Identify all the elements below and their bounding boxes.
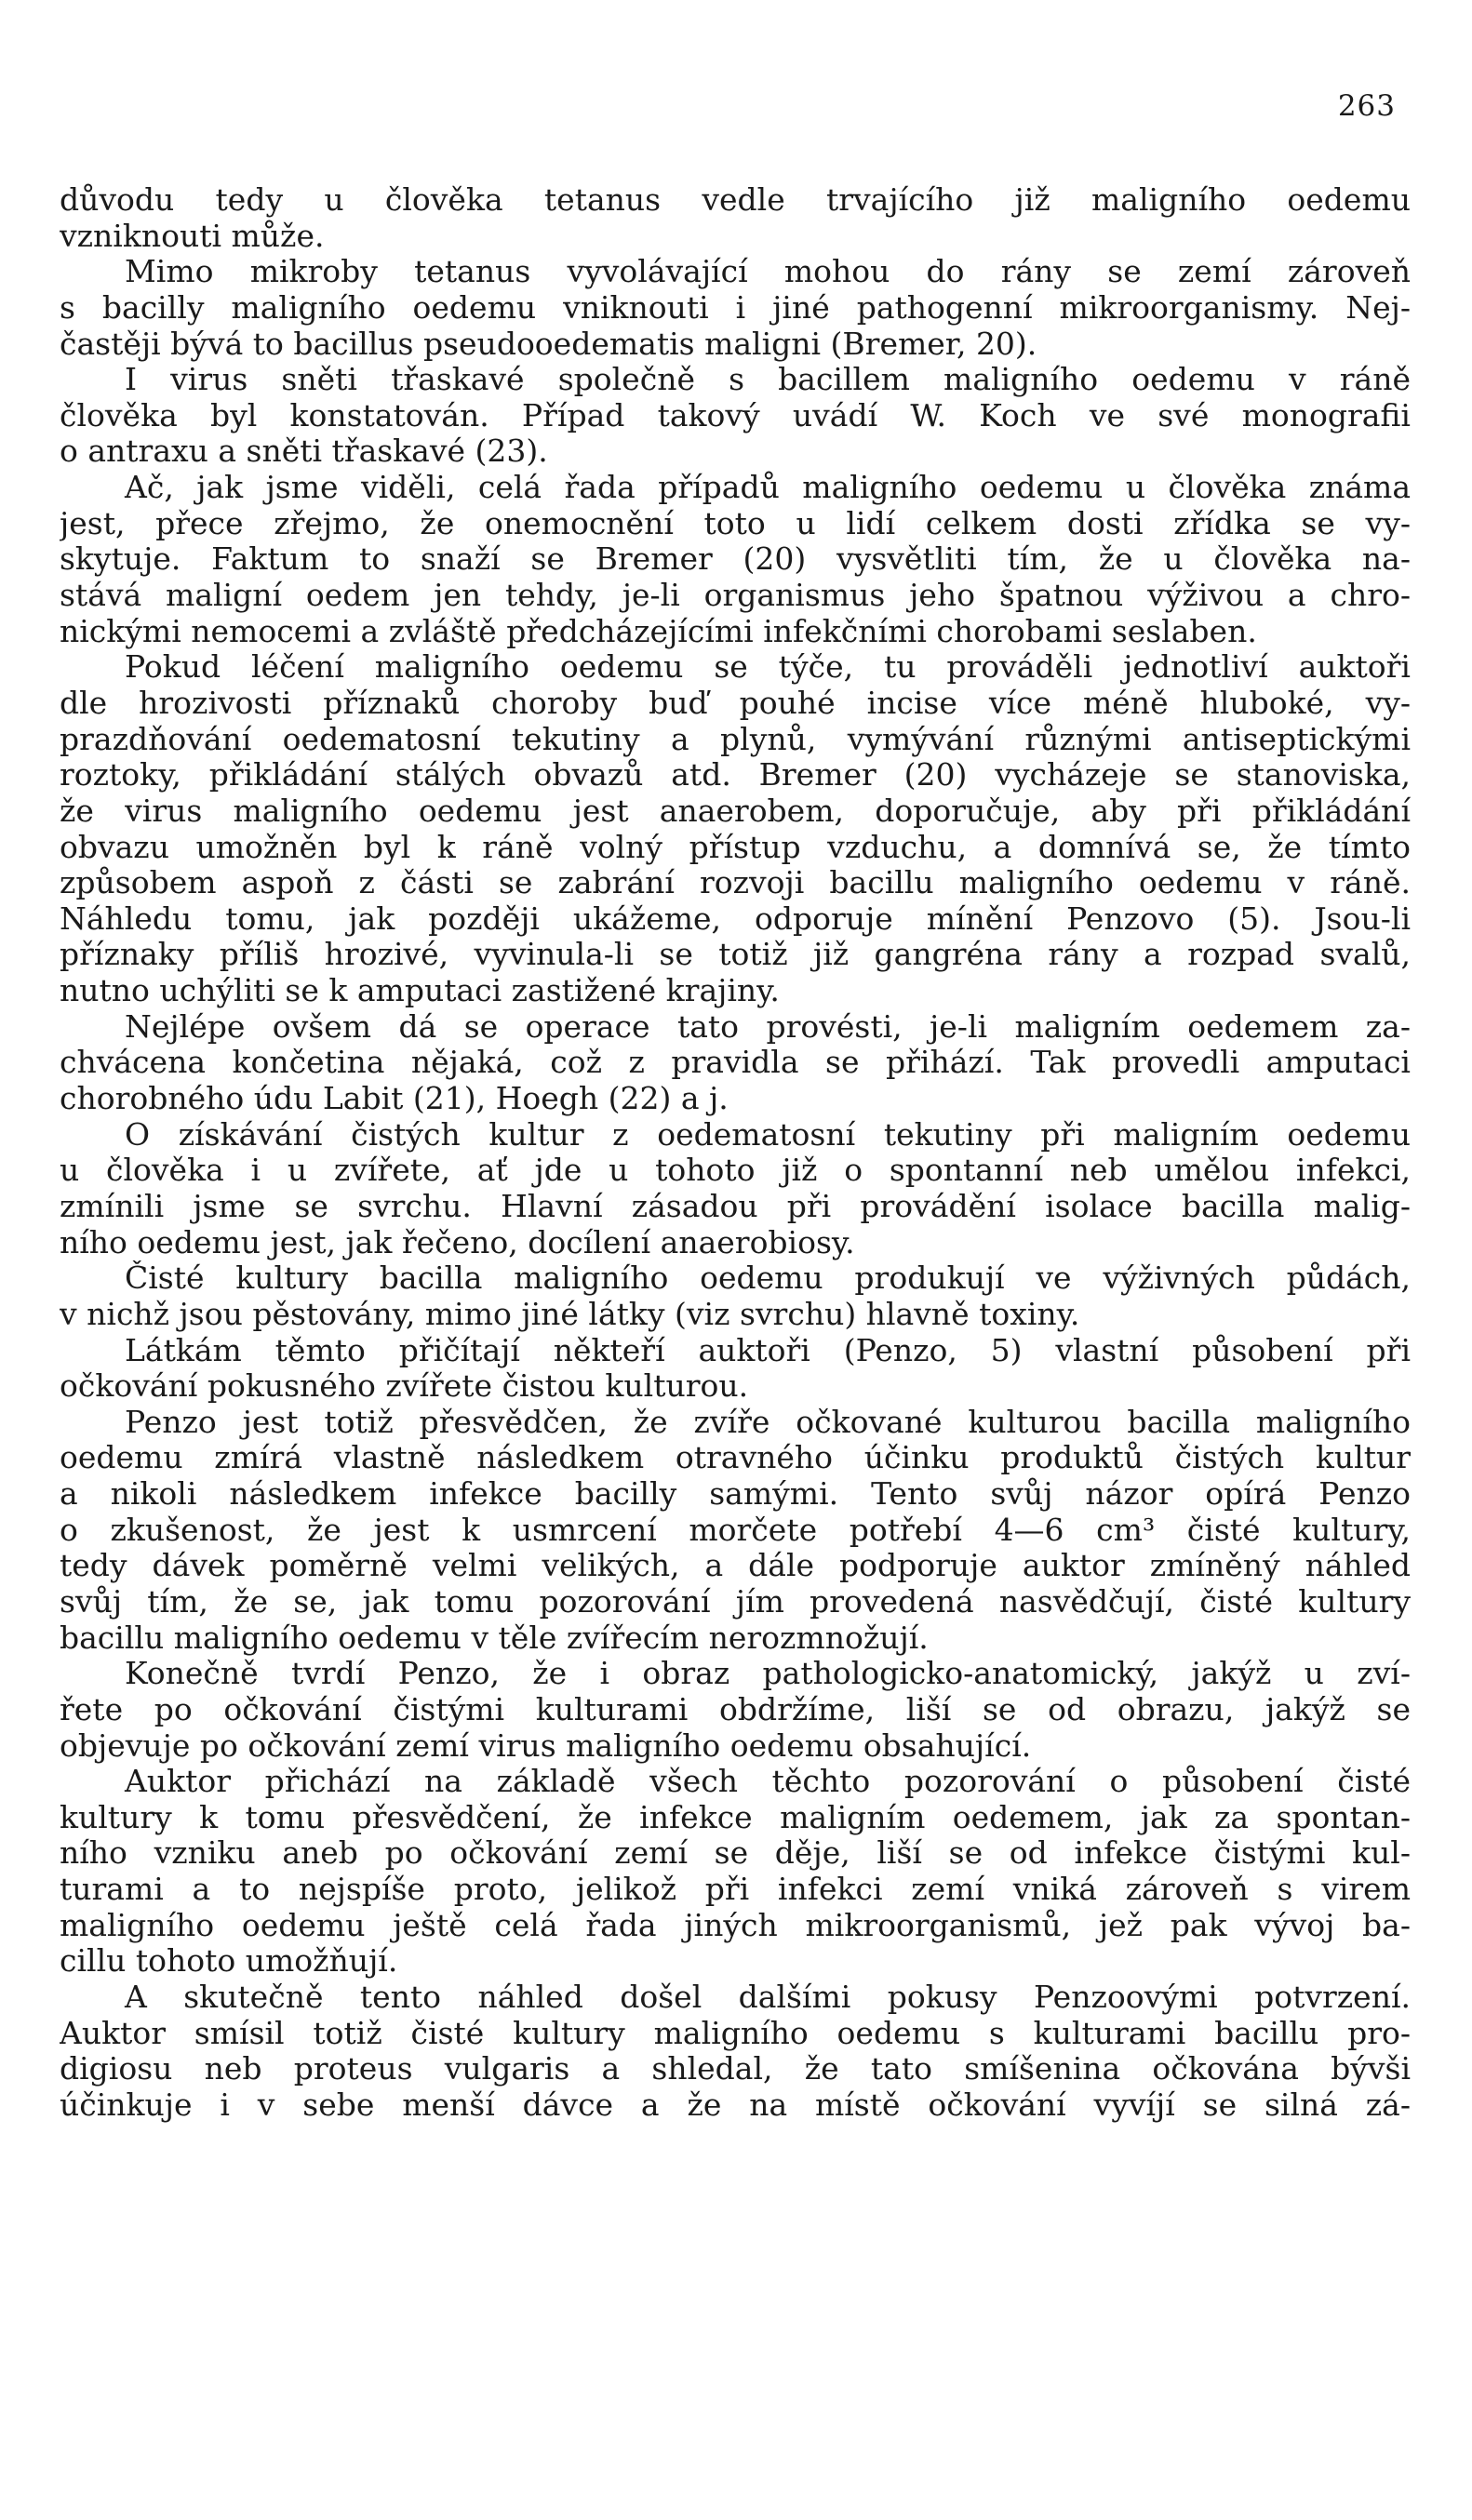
text-line: řete po očkování čistými kulturami obdržíme, liší se od obrazu, jakýž se xyxy=(60,1691,1411,1727)
text-line: důvodu tedy u člověka tetanus vedle trvajícího již maligního oedemu xyxy=(60,182,1411,218)
text-line: Mimo mikroby tetanus vyvolávající mohou do rány se zemí zároveň xyxy=(125,254,1411,290)
text-line: prazdňování oedematosní tekutiny a plynů, vymývání různými antiseptickými xyxy=(60,721,1411,757)
text-line: příznaky příliš hrozivé, vyvinula-li se totiž již gangréna rány a rozpad svalů, xyxy=(60,937,1411,973)
text-line: svůj tím, že se, jak tomu pozorování jím provedená nasvědčují, čisté kultury xyxy=(60,1583,1411,1620)
text-line: digiosu neb proteus vulgaris a shledal, že tato smíšenina očkována bývši xyxy=(60,2051,1411,2087)
text-line: stává maligní oedem jen tehdy, je-li organismus jeho špatnou výživou a chro- xyxy=(60,578,1411,614)
text-line: dle hrozivosti příznaků choroby buď pouhé incise více méně hluboké, vy- xyxy=(60,685,1411,721)
text-line: účinkuje i v sebe menší dávce a že na místě očkování vyvíjí se silná zá- xyxy=(60,2087,1411,2123)
text-line: roztoky, přikládání stálých obvazů atd. Bremer (20) vycházeje se stanoviska, xyxy=(60,757,1411,793)
text-line: Konečně tvrdí Penzo, že i obraz pathologicko-anatomický, jakýž u zví- xyxy=(125,1656,1411,1692)
text-line: očkování pokusného zvířete čistou kulturou. xyxy=(60,1368,749,1405)
text-line: způsobem aspoň z části se zabrání rozvoji bacillu maligního oedemu v ráně. xyxy=(60,865,1411,901)
text-line: objevuje po očkování zemí virus maligního oedemu obsahující. xyxy=(60,1727,1032,1764)
text-line: Auktor přichází na základě všech těchto pozorování o působení čisté xyxy=(125,1764,1411,1800)
text-line: že virus maligního oedemu jest anaerobem, doporučuje, aby při přikládání xyxy=(60,793,1411,829)
text-line: bacillu maligního oedemu v těle zvířecím nerozmnožují. xyxy=(60,1620,929,1656)
page-number: 263 xyxy=(1337,89,1396,123)
text-line: nutno uchýliti se k amputaci zastižené krajiny. xyxy=(60,973,780,1009)
text-line: Náhledu tomu, jak později ukážeme, odporuje mínění Penzovo (5). Jsou-li xyxy=(60,900,1411,937)
text-line: skytuje. Faktum to snaží se Bremer (20) vysvětliti tím, že u člověka na- xyxy=(60,541,1411,578)
text-line: Nejlépe ovšem dá se operace tato provésti, je-li maligním oedemem za- xyxy=(125,1008,1411,1045)
text-line: člověka byl konstatován. Případ takový uvádí W. Koch ve své monografii xyxy=(60,397,1411,433)
text-line: Čisté kultury bacilla maligního oedemu produkují ve výživných půdách, xyxy=(125,1260,1411,1297)
text-line: turami a to nejspíše proto, jelikož při infekci zemí vniká zároveň s virem xyxy=(60,1872,1411,1908)
text-line: Pokud léčení maligního oedemu se týče, tu prováděli jednotliví auktoři xyxy=(125,649,1411,686)
text-line: chvácena končetina nějaká, což z pravidla se přihází. Tak provedli amputaci xyxy=(60,1045,1411,1081)
text-line: maligního oedemu ještě celá řada jiných mikroorganismů, jež pak vývoj ba- xyxy=(60,1907,1411,1943)
text-line: Auktor smísil totiž čisté kultury maligního oedemu s kulturami bacillu pro- xyxy=(60,2015,1411,2051)
text-line: zmínili jsme se svrchu. Hlavní zásadou při provádění isolace bacilla malig- xyxy=(60,1188,1411,1224)
text-line: chorobného údu Labit (21), Hoegh (22) a j. xyxy=(60,1081,729,1117)
text-line: tedy dávek poměrně velmi velikých, a dále podporuje auktor zmíněný náhled xyxy=(60,1548,1411,1584)
text-line: jest, přece zřejmo, že onemocnění toto u lidí celkem dosti zřídka se vy- xyxy=(60,505,1411,541)
text-line: ního vzniku aneb po očkování zemí se děje, liší se od infekce čistými kul- xyxy=(60,1835,1411,1872)
text-line: o antraxu a sněti třaskavé (23). xyxy=(60,433,548,470)
text-line: vzniknouti může. xyxy=(60,218,325,254)
text-line: nickými nemocemi a zvláště předcházejícími infekčními chorobami seslaben. xyxy=(60,613,1257,649)
text-line: v nichž jsou pěstovány, mimo jiné látky (viz svrchu) hlavně toxiny. xyxy=(60,1296,1080,1332)
text-line: cillu tohoto umožňují. xyxy=(60,1943,398,1980)
text-line: a nikoli následkem infekce bacilly samými. Tento svůj názor opírá Penzo xyxy=(60,1476,1411,1513)
text-line: O získávání čistých kultur z oedematosní tekutiny při maligním oedemu xyxy=(125,1116,1411,1153)
text-line: o zkušenost, že jest k usmrcení morčete potřebí 4—6 cm³ čisté kultury, xyxy=(60,1512,1411,1548)
body-text xyxy=(60,182,1411,2124)
text-line: Látkám těmto přičítají někteří auktoři (Penzo, 5) vlastní působení při xyxy=(125,1332,1411,1368)
text-line: kultury k tomu přesvědčení, že infekce maligním oedemem, jak za spontan- xyxy=(60,1799,1411,1835)
text-line: u člověka i u zvířete, ať jde u tohoto již o spontanní neb umělou infekci, xyxy=(60,1153,1411,1189)
text-line: s bacilly maligního oedemu vniknouti i jiné pathogenní mikroorganismy. Nej- xyxy=(60,289,1411,326)
text-line: Ač, jak jsme viděli, celá řada případů maligního oedemu u člověka známa xyxy=(125,470,1411,506)
text-line: I virus sněti třaskavé společně s bacillem maligního oedemu v ráně xyxy=(125,362,1411,398)
text-line: oedemu zmírá vlastně následkem otravného účinku produktů čistých kultur xyxy=(60,1440,1411,1476)
text-line: častěji bývá to bacillus pseudooedematis maligni (Bremer, 20). xyxy=(60,326,1037,362)
text-line: ního oedemu jest, jak řečeno, docílení anaerobiosy. xyxy=(60,1224,855,1260)
text-line: Penzo jest totiž přesvědčen, že zvíře očkované kulturou bacilla maligního xyxy=(125,1404,1411,1440)
text-line: obvazu umožněn byl k ráně volný přístup vzduchu, a domnívá se, že tímto xyxy=(60,829,1411,865)
text-line: A skutečně tento náhled došel dalšími pokusy Penzoovými potvrzení. xyxy=(125,1980,1411,2016)
